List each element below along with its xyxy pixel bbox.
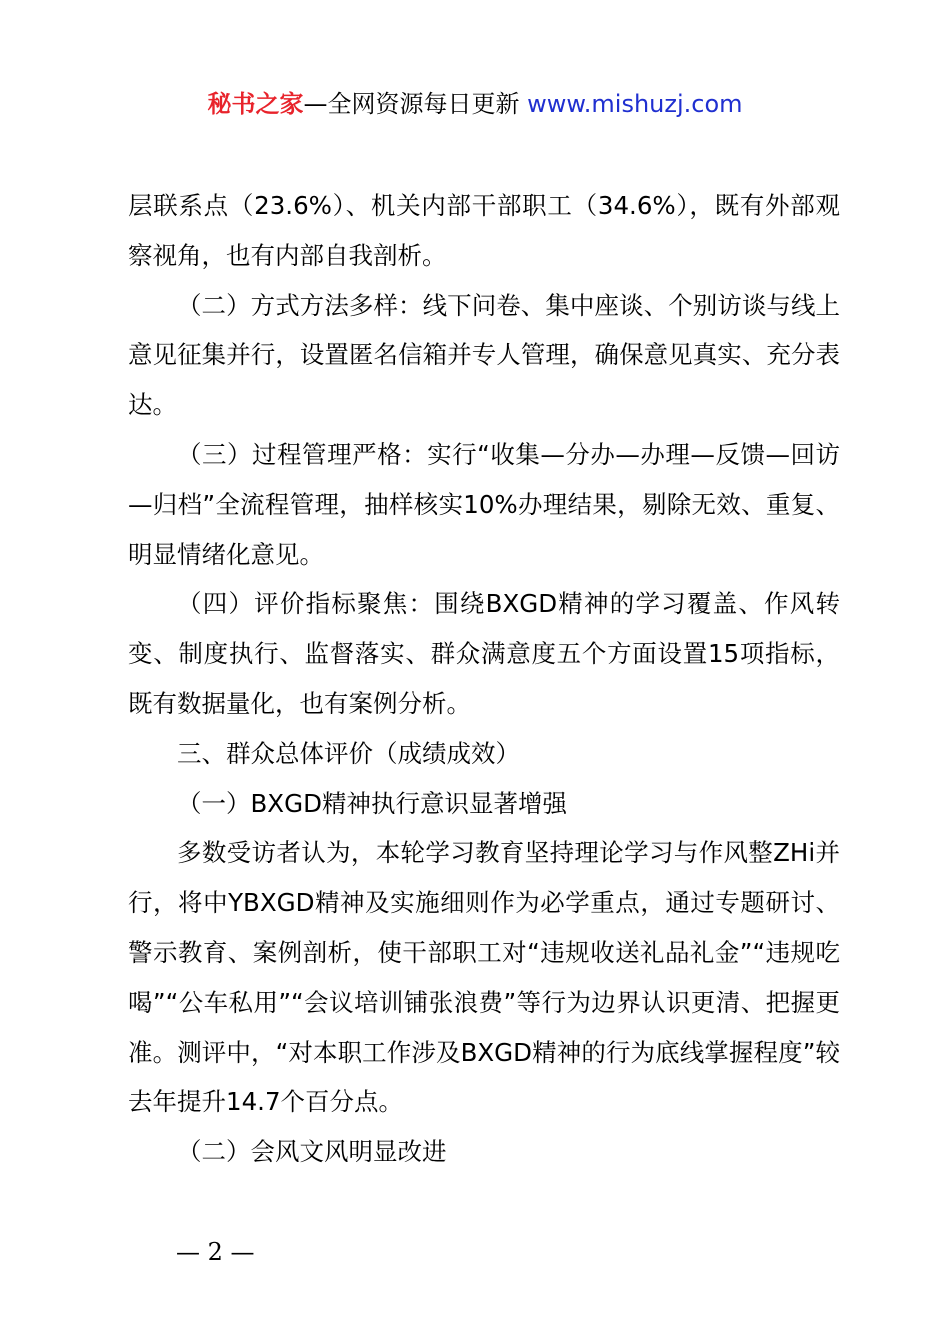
banner-tagline: —全网资源每日更新	[303, 90, 520, 118]
paragraph-1: 层联系点（23.6%）、机关内部干部职工（34.6%），既有外部观察视角，也有内部自我剖析。	[128, 191, 840, 270]
subheading-1: （一）BXGD精神执行意识显著增强	[177, 788, 567, 818]
brand-name: 秘书之家	[207, 90, 304, 118]
paragraph-5: 多数受访者认为，本轮学习教育坚持理论学习与作风整ZHi并行，将中YBXGD精神及实施细则作为必学重点，通过专题研讨、警示教育、案例剖析，使干部职工对“违规收送礼品礼金”“违规吃喝”“公车私用”“会议培训铺张浪费”等行为边界认识更清、把握更准。测评中，“对本职工作涉及BXGD精神的行为底线掌握程度”较去年提升14.7个百分点。	[128, 838, 840, 1117]
paragraph-4: （四）评价指标聚焦：围绕BXGD精神的学习覆盖、作风转变、制度执行、监督落实、群众满意度五个方面设置15项指标，既有数据量化，也有案例分析。	[128, 589, 840, 718]
page-number: — 2 —	[176, 1238, 255, 1266]
paragraph-3: （三）过程管理严格：实行“收集—分办—办理—反馈—回访—归档”全流程管理，抽样核实10%办理结果，剔除无效、重复、明显情绪化意见。	[128, 439, 840, 569]
subheading-2: （二）会风文风明显改进	[177, 1137, 447, 1167]
document-body	[128, 181, 840, 1177]
paragraph-2: （二）方式方法多样：线下问卷、集中座谈、个别访谈与线上意见征集并行，设置匿名信箱并专人管理，确保意见真实、充分表达。	[128, 290, 840, 420]
site-banner	[0, 86, 950, 122]
site-url-link[interactable]: www.mishuzj.com	[527, 90, 743, 118]
section-heading-3: 三、群众总体评价（成绩成效）	[177, 738, 520, 768]
